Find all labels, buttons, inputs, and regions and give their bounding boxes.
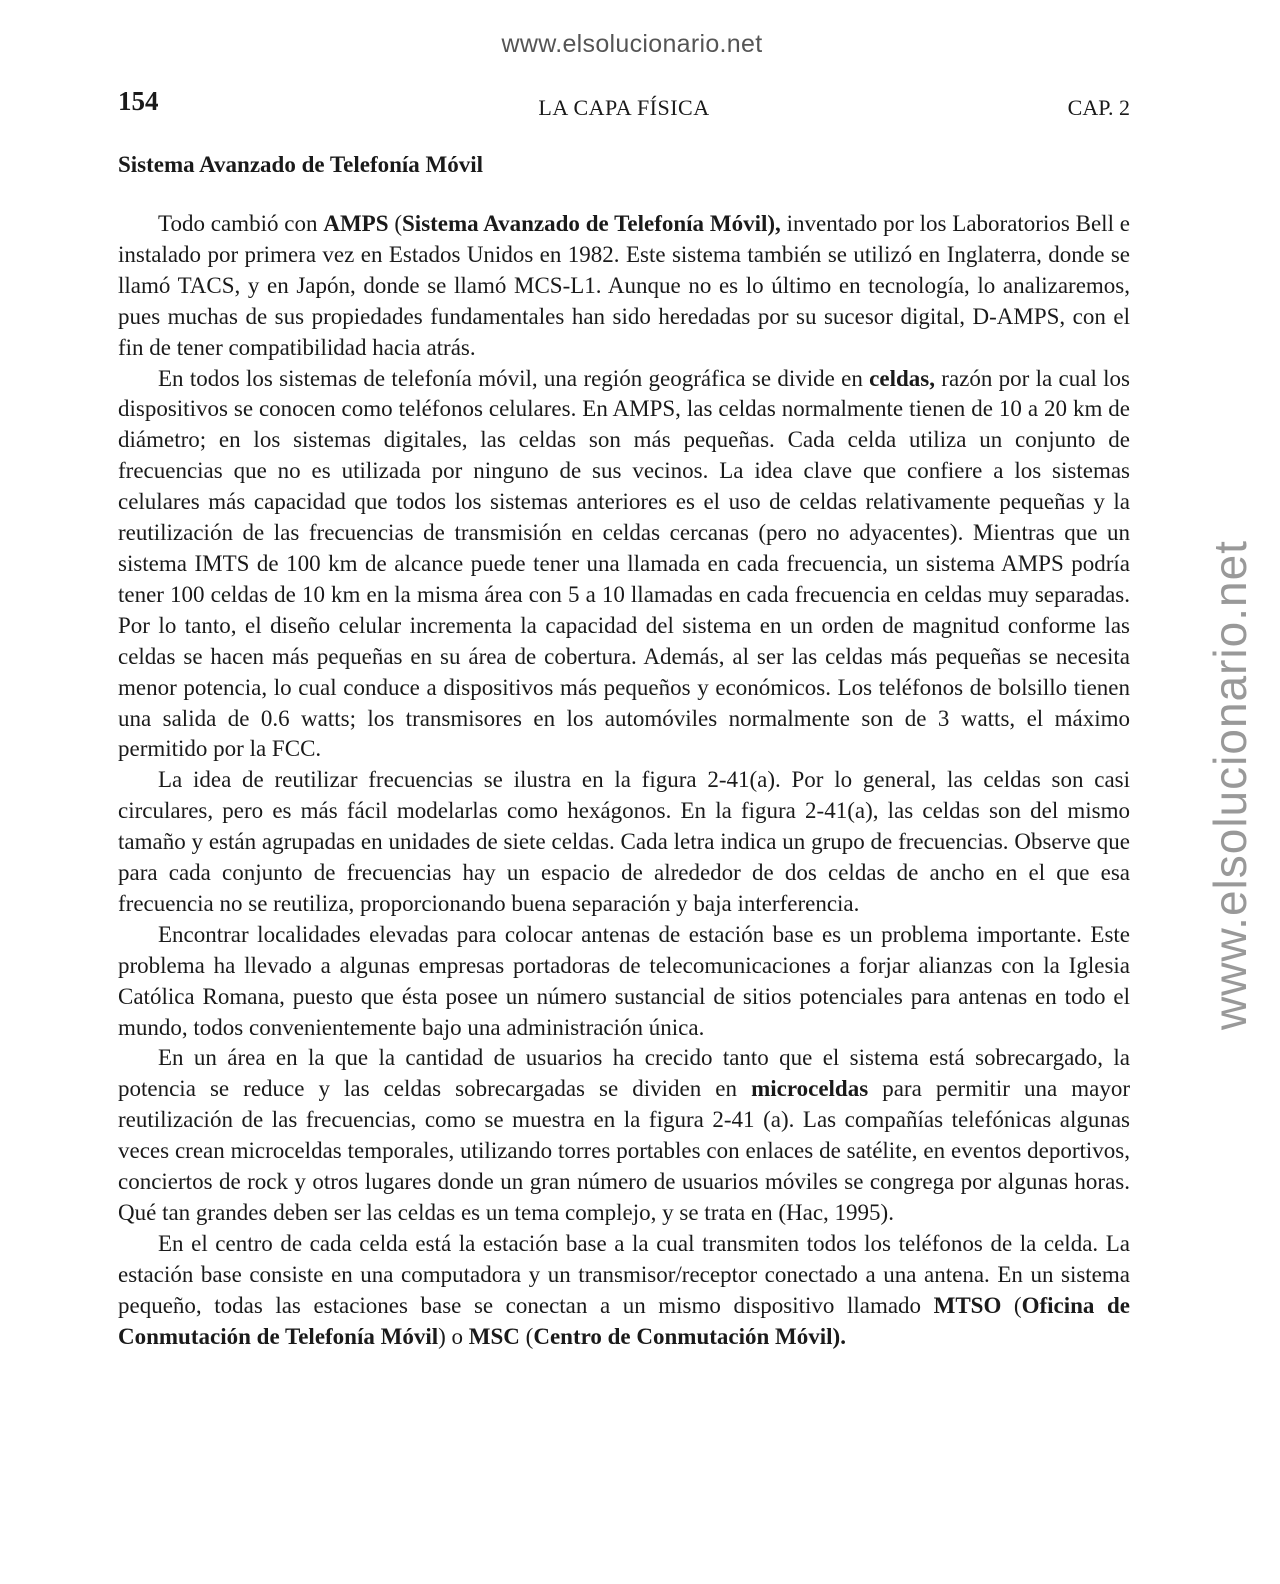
paragraph-1-text: Todo cambió con — [158, 211, 324, 236]
paragraph-5-text: En un área en la que la cantidad de usuarios ha crecido tanto que el sistema está sobrecargado, la potencia se reduce y las celdas sobrecargadas se dividen en — [118, 1045, 1130, 1102]
running-head — [118, 86, 1130, 126]
paragraph-3 — [118, 765, 1130, 920]
term-amps: AMPS — [323, 211, 389, 236]
section-heading: Sistema Avanzado de Telefonía Móvil — [118, 152, 484, 177]
paragraph-6-closing: ). — [832, 1323, 846, 1349]
term-msc: MSC — [468, 1323, 520, 1349]
chapter-label: CAP. 2 — [1067, 95, 1130, 120]
watermark-top: www.elsolucionario.net — [501, 30, 763, 58]
paragraph-5-text: para permitir una mayor reutilización de las frecuencias, como se muestra en la figura 2-41 (a). Las compañías telefónicas algunas veces crean microceldas temporales, utilizando torres portables con enlaces de satélite, en eventos deportivos, conciertos de rock y otros lugares donde un gran número de usuarios móviles se congrega por algunas horas. Qué tan grandes deben ser las celdas es un tema complejo, y se trata en (Hac, 1995). — [118, 1076, 1130, 1225]
paragraph-4-text: Encontrar localidades elevadas para colocar antenas de estación base es un problema importante. Este problema ha llevado a algunas empresas portadoras de telecomunicaciones a forjar alianzas con la Iglesia Católica Romana, puesto que ésta posee un número sustancial de sitios potenciales para antenas en todo el mundo, todos convenientemente bajo una administración única. — [118, 921, 1130, 1040]
paragraph-1-text: ( — [388, 211, 403, 236]
term-microceldas: microceldas — [751, 1076, 869, 1102]
paragraph-3-text: La idea de reutilizar frecuencias se ilustra en la figura 2-41(a). Por lo general, las celdas son casi circulares, pero es más fácil modelarlas como hexágonos. En la figura 2-41(a), las celdas son del mismo tamaño y están agrupadas en unidades de siete celdas. Cada letra indica un grupo de frecuencias. Observe que para cada conjunto de frecuencias hay un espacio de alrededor de dos celdas de ancho en el que esa frecuencia no se reutiliza, proporcionando buena separación y baja interferencia. — [118, 767, 1130, 916]
watermark-side: www.elsolucionario.net — [1204, 540, 1256, 1030]
term-amps-expansion: Sistema Avanzado de Telefonía Móvil), — [402, 211, 781, 236]
paragraph-6-text: ) o — [438, 1323, 469, 1349]
term-celdas: celdas, — [869, 365, 935, 391]
term-msc-expansion: Centro de Conmutación Móvil — [533, 1323, 833, 1349]
paragraph-6-text: ( — [519, 1323, 534, 1349]
paragraph-1-text: inventado por los Laboratorios Bell e instalado por primera vez en Estados Unidos en 1982. Este sistema también se utilizó en Inglaterra, donde se llamó TACS, y en Japón, donde se llamó MCS-L1. Aunque no es lo último en tecnología, lo analizaremos, pues muchas de sus propiedades fundamentales han sido heredadas por su sucesor digital, D-AMPS, con el fin de tener compatibilidad hacia atrás. — [118, 211, 1130, 360]
paragraph-6-text: ( — [1001, 1292, 1022, 1318]
chapter-title: LA CAPA FÍSICA — [538, 95, 710, 120]
paragraph-1 — [118, 209, 1130, 364]
term-mtso-expansion: Oficina de Conmutación de Telefonía Móvil — [118, 1292, 1130, 1349]
paragraph-2-text: En todos los sistemas de telefonía móvil, una región geográfica se divide en — [158, 365, 870, 391]
paragraph-2-text: razón por la cual los dispositivos se conocen como teléfonos celulares. En AMPS, las celdas normalmente tienen de 10 a 20 km de diámetro; en los sistemas digitales, las celdas son más pequeñas. Cada celda utiliza un conjunto de frecuencias que no es utilizada por ninguno de sus vecinos. La idea clave que confiere a los sistemas celulares más capacidad que todos los sistemas anteriores es el uso de celdas relativamente pequeñas y la reutilización de las frecuencias de transmisión en celdas cercanas (pero no adyacentes). Mientras que un sistema IMTS de 100 km de alcance puede tener una llamada en cada frecuencia, un sistema AMPS podría tener 100 celdas de 10 km en la misma área con 5 a 10 llamadas en cada frecuencia en celdas muy separadas. Por lo tanto, el diseño celular incrementa la capacidad del sistema en un orden de magnitud conforme las celdas se hacen más pequeñas en su área de cobertura. Además, al ser las celdas más pequeñas se necesita menor potencia, lo cual conduce a dispositivos más pequeños y económicos. Los teléfonos de bolsillo tienen una salida de 0.6 watts; los transmisores en los automóviles normalmente son de 3 watts, el máximo permitido por la FCC. — [118, 365, 1131, 762]
paragraph-6-text: En el centro de cada celda está la estación base a la cual transmiten todos los teléfonos de la celda. La estación base consiste en una computadora y un transmisor/receptor conectado a una antena. En un sistema pequeño, todas las estaciones base se conectan a un mismo dispositivo llamado — [118, 1230, 1130, 1318]
paragraph-4 — [118, 920, 1130, 1044]
paragraph-5 — [118, 1043, 1130, 1228]
paragraph-6 — [118, 1229, 1130, 1353]
page-number: 154 — [118, 86, 159, 116]
page-body — [118, 150, 1130, 1353]
paragraph-2 — [118, 364, 1130, 766]
term-mtso: MTSO — [933, 1292, 1002, 1318]
